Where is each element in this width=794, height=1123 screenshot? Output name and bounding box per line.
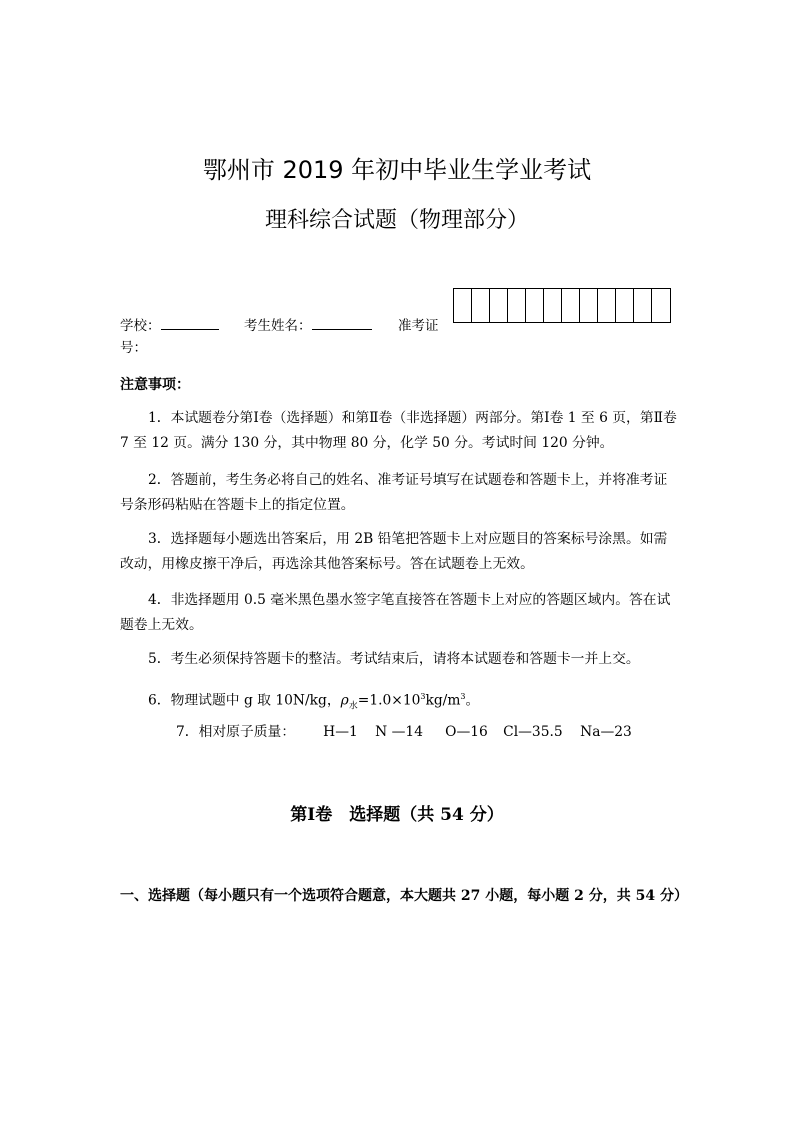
- item6-prefix: 6．物理试题中 g 取 10N/kg，: [148, 692, 341, 709]
- exam-number-cell: [580, 289, 598, 322]
- exam-number-cell: [598, 289, 616, 322]
- name-blank: [312, 316, 372, 330]
- rho-symbol: ρ: [340, 692, 349, 709]
- exam-title: 鄂州市 2019 年初中毕业生学业考试: [202, 156, 592, 184]
- exam-subtitle: 理科综合试题（物理部分）: [264, 208, 529, 233]
- notice-item-3: 3．选择题每小题选出答案后，用 2B 铅笔把答题卡上对应题目的答案标号涂黑。如需改动，用橡皮擦干净后，再选涂其他答案标号。答在试题卷上无效。: [120, 531, 668, 572]
- notice-item-6: [120, 684, 680, 719]
- notice-item-2: 2．答题前，考生务必将自己的姓名、准考证号填写在试题卷和答题卡上，并将准考证号条形码粘贴在答题卡上的指定位置。: [120, 472, 668, 513]
- item6-unit-exponent: 3: [460, 692, 466, 701]
- exam-number-grid: [453, 288, 671, 323]
- exam-number-cell: [616, 289, 634, 322]
- item6-value: =1.0×10: [357, 692, 421, 709]
- section-title: 第Ⅰ卷 选择题（共 54 分）: [290, 805, 504, 825]
- name-field: [244, 314, 372, 334]
- item6-unit: kg/m: [425, 692, 461, 709]
- exam-number-cell: [454, 289, 472, 322]
- exam-number-cell: [562, 289, 580, 322]
- notice-item-4: 4．非选择题用 0.5 毫米黑色墨水签字笔直接答在答题卡上对应的答题区域内。答在试题卷上无效。: [120, 592, 671, 633]
- exam-number-cell: [526, 289, 544, 322]
- notice-item-5: 5．考生必须保持答题卡的整洁。考试结束后，请将本试题卷和答题卡一并上交。: [148, 651, 640, 667]
- item7-prefix: 7．相对原子质量：: [176, 724, 296, 740]
- school-label: 学校：: [120, 318, 161, 334]
- exam-number-cell: [472, 289, 490, 322]
- notice-item-7: [120, 720, 680, 745]
- exam-no-label-cont: 号：: [120, 340, 147, 356]
- notice-heading: 注意事项：: [120, 377, 190, 393]
- atom-mass: H—1: [323, 724, 358, 740]
- exam-number-cell: [508, 289, 526, 322]
- item6-end: 。: [465, 692, 480, 709]
- atom-mass: Cl—35.5: [503, 724, 563, 740]
- exam-number-cell: [634, 289, 652, 322]
- exam-number-cell: [652, 289, 670, 322]
- school-blank: [161, 316, 219, 330]
- question-group-heading: 一、选择题（每小题只有一个选项符合题意，本大题共 27 小题，每小题 2 分，共 54 分）: [120, 888, 688, 904]
- rho-subscript: 水: [348, 701, 358, 712]
- atom-mass: N —14: [375, 724, 423, 740]
- atom-mass: Na—23: [580, 724, 632, 740]
- exam-no-label: 准考证: [398, 318, 439, 334]
- atom-mass: O—16: [445, 724, 488, 740]
- name-label: 考生姓名：: [244, 318, 312, 334]
- exam-number-cell: [544, 289, 562, 322]
- notice-item-1: 1．本试题卷分第Ⅰ卷（选择题）和第Ⅱ卷（非选择题）两部分。第Ⅰ卷 1 至 6 页，第Ⅱ卷 7 至 12 页。满分 130 分，其中物理 80 分，化学 50 分。考试时间 120 分钟。: [120, 410, 677, 451]
- item6-exponent: 3: [420, 692, 426, 701]
- school-field: [120, 314, 219, 334]
- exam-number-cell: [490, 289, 508, 322]
